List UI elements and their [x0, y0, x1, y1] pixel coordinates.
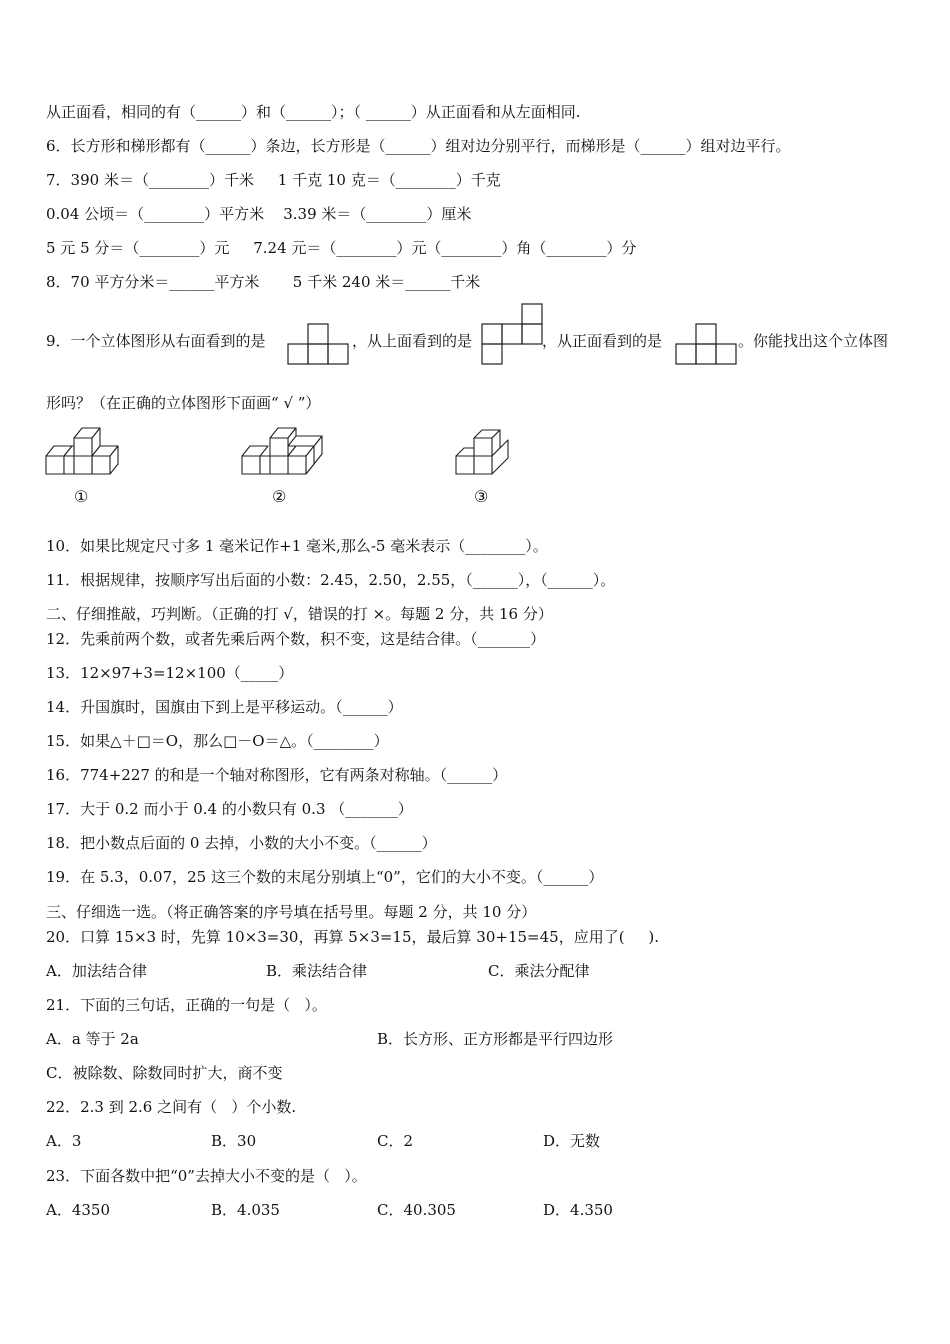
figure-label-2: ②: [272, 487, 287, 506]
q19-text: 19．在 5.3，0.07，25 这三个数的末尾分别填上“0”，它们的大小不变。（______）: [46, 868, 604, 886]
q20-option-b: B．乘法结合律: [266, 962, 368, 980]
q10-text: 10．如果比规定尺寸多 1 毫米记作+1 毫米,那么-5 毫米表示（________）。: [46, 537, 548, 555]
q17-text: 17．大于 0.2 而小于 0.4 的小数只有 0.3 （_______）: [46, 800, 413, 818]
q9-part4: 。你能找出这个立体图: [738, 332, 889, 350]
q12-text: 12．先乘前两个数，或者先乘后两个数，积不变，这是结合律。（_______）: [46, 630, 546, 648]
section-3-heading: 三、仔细选一选。（将正确答案的序号填在括号里。每题 2 分，共 10 分）: [46, 903, 537, 921]
q20-option-a: A．加法结合律: [46, 962, 147, 980]
right-view-figure: [288, 322, 350, 364]
q14-text: 14．升国旗时，国旗由下到上是平移运动。（______）: [46, 698, 403, 716]
q21-option-a: A．a 等于 2a: [46, 1030, 139, 1048]
q9-part2: ，从上面看到的是: [352, 332, 473, 350]
q11-text: 11．根据规律，按顺序写出后面的小数：2.45，2.50，2.55，（______），（______）。: [46, 571, 616, 589]
q22-option-a: A．3: [46, 1132, 82, 1150]
q20-text: 20．口算 15×3 时，先算 10×3=30，再算 5×3=15，最后算 30+15=45，应用了( ).: [46, 928, 660, 946]
q5-tail-text: 从正面看，相同的有（______）和（______）；（ ______）从正面看和从左面相同.: [46, 103, 581, 121]
q22-option-c: C．2: [377, 1132, 414, 1150]
q21-option-c: C．被除数、除数同时扩大，商不变: [46, 1064, 283, 1082]
section-2-heading: 二、仔细推敲，巧判断。（正确的打 √，错误的打 ×。每题 2 分，共 16 分）: [46, 605, 553, 623]
q15-text: 15．如果△＋□＝O，那么□－O＝△。（________）: [46, 732, 389, 750]
q22-option-b: B．30: [211, 1132, 257, 1150]
q21-option-b: B．长方形、正方形都是平行四边形: [377, 1030, 614, 1048]
q23-option-b: B．4.035: [211, 1201, 280, 1219]
front-view-figure: [676, 322, 738, 364]
q18-text: 18．把小数点后面的 0 去掉，小数的大小不变。（______）: [46, 834, 437, 852]
top-view-figure: [482, 304, 544, 364]
q9-continuation: 形吗？（在正确的立体图形下面画“ √ ”）: [46, 394, 321, 412]
q23-option-d: D．4.350: [543, 1201, 613, 1219]
q23-option-c: C．40.305: [377, 1201, 456, 1219]
q7-line-b: 0.04 公顷＝（________）平方米 3.39 米＝（________）厘米: [46, 205, 472, 223]
figure-label-3: ③: [474, 487, 489, 506]
solid-figure-2: [240, 424, 326, 480]
solid-figure-3: [454, 426, 514, 480]
q22-option-d: D．无数: [543, 1132, 601, 1150]
figure-label-1: ①: [74, 487, 89, 506]
q23-text: 23．下面各数中把“0”去掉大小不变的是（ ）。: [46, 1167, 367, 1185]
q20-option-c: C．乘法分配律: [488, 962, 590, 980]
solid-figure-1: [44, 424, 124, 480]
q21-text: 21．下面的三句话，正确的一句是（ ）。: [46, 996, 327, 1014]
q7-line-c: 5 元 5 分＝（________）元 7.24 元＝（________）元（________）角（________）分: [46, 239, 637, 257]
q7-line-a: 7．390 米＝（________）千米 1 千克 10 克＝（________）千克: [46, 171, 501, 189]
q16-text: 16．774+227 的和是一个轴对称图形，它有两条对称轴。（______）: [46, 766, 508, 784]
q13-text: 13．12×97+3=12×100（_____）: [46, 664, 294, 682]
q9-part3: ，从正面看到的是: [542, 332, 663, 350]
q22-text: 22．2.3 到 2.6 之间有（ ）个小数.: [46, 1098, 297, 1116]
q6-text: 6．长方形和梯形都有（______）条边，长方形是（______）组对边分别平行，而梯形是（______）组对边平行。: [46, 137, 791, 155]
q9-part1: 9．一个立体图形从右面看到的是: [46, 332, 266, 350]
q8-text: 8．70 平方分米＝______平方米 5 千米 240 米＝______千米: [46, 273, 481, 291]
q23-option-a: A．4350: [46, 1201, 111, 1219]
